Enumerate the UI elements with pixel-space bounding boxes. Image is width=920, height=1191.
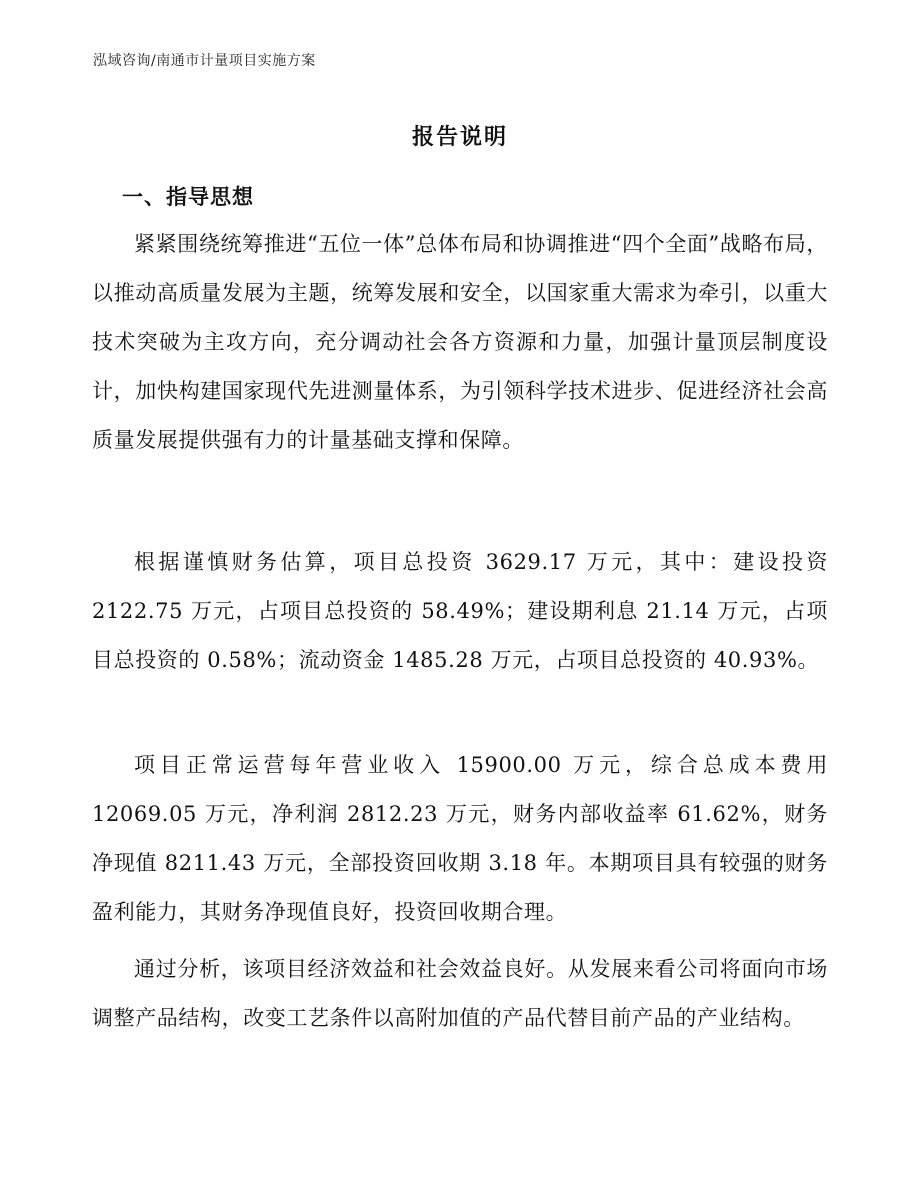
paragraph-text: 通过分析，该项目经济效益和社会效益良好。从发展来看公司将面向市场调整产品结构，改变工艺条件以高附加值的产品代替目前产品的产业结构。 [92,957,828,1030]
paragraph-analysis-conclusion [92,945,828,1043]
page-title: 报告说明 [411,125,508,150]
paragraph-text: 紧紧围绕统筹推进“五位一体”总体布局和协调推进“四个全面”战略布局，以推动高质量发展为主题，统筹发展和安全，以国家重大需求为牵引，以重大技术突破为主攻方向，充分调动社会各方资源和力量，加强计量顶层制度设计，加快构建国家现代先进测量体系，为引领科学技术进步、促进经济社会高质量发展提供强有力的计量基础支撑和保障。 [92,232,828,452]
paragraph-investment-estimate [92,538,828,685]
paragraph-guiding-ideology [92,220,828,465]
paragraph-text: 根据谨慎财务估算，项目总投资 3629.17 万元，其中：建设投资 2122.75 万元，占项目总投资的 58.49%；建设期利息 21.14 万元，占项目总投资的 0.58%；流动资金 1485.28 万元，占项目总投资的 40.93%。 [92,550,828,672]
paragraph-text: 项目正常运营每年营业收入 15900.00 万元，综合总成本费用 12069.05 万元，净利润 2812.23 万元，财务内部收益率 61.62%，财务净现值 8211.43 万元，全部投资回收期 3.18 年。本期项目具有较强的财务盈利能力，其财务净现值良好，投资回收期合理。 [92,753,828,924]
section-heading: 一、指导思想 [122,185,254,209]
paragraph-financial-indicators [92,741,828,937]
running-header: 泓域咨询/南通市计量项目实施方案 [93,53,316,69]
